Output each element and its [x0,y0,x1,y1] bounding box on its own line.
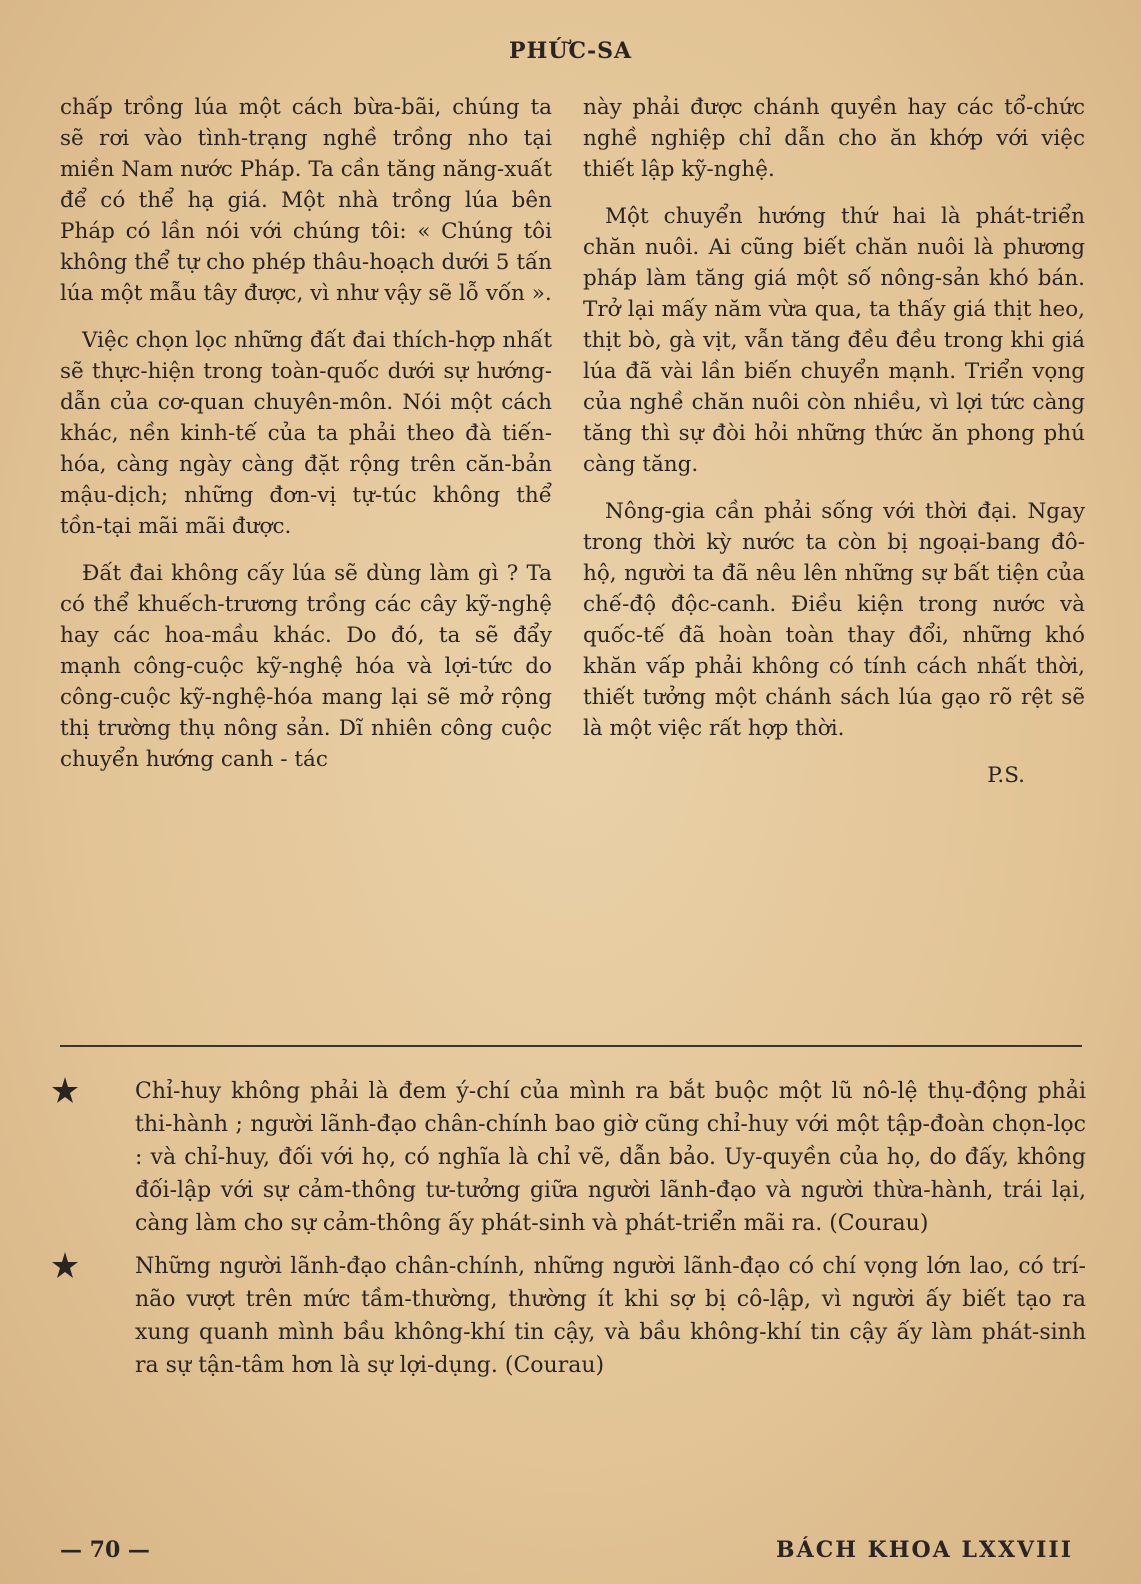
left-paragraph-3: Đất đai không cấy lúa sẽ dùng làm gì ? Ta có thể khuếch-trương trồng các cây kỹ-nghệ hay các hoa-mầu khác. Do đó, ta sẽ đẩy mạnh công-cuộc kỹ-nghệ hóa và lợi-tức do công-cuộc kỹ-nghệ-hóa mang lại sẽ mở rộng thị trường thụ nông sản. Dĩ nhiên công cuộc chuyển hướng canh - tác [60,561,552,772]
quotes-section [50,1075,1086,1392]
journal-name: BÁCH KHOA LXXVIII [776,1537,1073,1563]
running-title: PHỨC-SA [508,38,633,64]
author-signature: P.S. [987,763,1025,788]
right-paragraph-3: Nông-gia cần phải sống với thời đại. Ngay trong thời kỳ nước ta còn bị ngoại-bang đô-hộ, người ta đã nêu lên những sự bất tiện của chế-độ độc-canh. Điều kiện trong nước và quốc-tế đã hoàn toàn thay đổi, những khó khăn vấp phải không có tính cách nhất thời, thiết tưởng một chánh sách lúa gạo rõ rệt sẽ là một việc rất hợp thời. [583,499,1085,741]
right-paragraph-2: Một chuyển hướng thứ hai là phát-triển chăn nuôi. Ai cũng biết chăn nuôi là phương pháp làm tăng giá một số nông-sản khó bán. Trở lại mấy năm vừa qua, ta thấy giá thịt heo, thịt bò, gà vịt, vẫn tăng đều đều trong khi giá lúa đã vài lần biến chuyển mạnh. Triển vọng của nghề chăn nuôi còn nhiều, vì lợi tức càng tăng thì sự đòi hỏi những thức ăn phong phú càng tăng. [583,204,1085,477]
right-column [583,92,1085,791]
page-footer [0,1537,1141,1577]
left-paragraph-2: Việc chọn lọc những đất đai thích-hợp nhất sẽ thực-hiện trong toàn-quốc dưới sự hướng-dẫn của cơ-quan chuyên-môn. Nói một cách khác, nền kinh-tế của ta phải theo đà tiến-hóa, càng ngày càng đặt rộng trên căn-bản mậu-dịch; những đơn-vị tự-túc không thể tồn-tại mãi mãi được. [60,328,552,539]
quote-block [50,1075,1086,1240]
star-bullet-icon [50,1250,80,1280]
quote-text: Những người lãnh-đạo chân-chính, những người lãnh-đạo có chí vọng lớn lao, có trí-não vượt trên mức tầm-thường, thường ít khi sợ bị cô-lập, vì người ấy biết tạo ra xung quanh mình bầu không-khí tin cậy, và bầu không-khí tin cậy ấy làm phát-sinh ra sự tận-tâm hơn là sự lợi-dụng. (Courau) [135,1254,1086,1378]
left-paragraph-1: chấp trồng lúa một cách bừa-bãi, chúng ta sẽ rơi vào tình-trạng nghề trồng nho tại miền Nam nước Pháp. Ta cần tăng năng-xuất để có thể hạ giá. Một nhà trồng lúa bên Pháp có lần nói với chúng tôi: « Chúng tôi không thể tự cho phép thâu-hoạch dưới 5 tấn lúa một mẫu tây được, vì như vậy sẽ lỗ vốn ». [60,95,552,306]
page-number: — 70 — [60,1537,150,1563]
section-divider [60,1045,1082,1047]
left-column [60,92,552,791]
quote-block [50,1250,1086,1382]
right-paragraph-1: này phải được chánh quyền hay các tổ-chức nghề nghiệp chỉ dẫn cho ăn khớp với việc thiết lập kỹ-nghệ. [583,95,1085,182]
star-bullet-icon [50,1075,80,1105]
quote-text: Chỉ-huy không phải là đem ý-chí của mình ra bắt buộc một lũ nô-lệ thụ-động phải thi-hành ; người lãnh-đạo chân-chính bao giờ cũng chỉ-huy với một tập-đoàn chọn-lọc : và chỉ-huy, đối với họ, có nghĩa là chỉ vẽ, dẫn bảo. Uy-quyền của họ, do đấy, không đối-lập với sự cảm-thông tư-tưởng giữa người lãnh-đạo và người thừa-hành, trái lại, càng làm cho sự cảm-thông ấy phát-sinh và phát-triển mãi ra. (Courau) [135,1079,1086,1236]
